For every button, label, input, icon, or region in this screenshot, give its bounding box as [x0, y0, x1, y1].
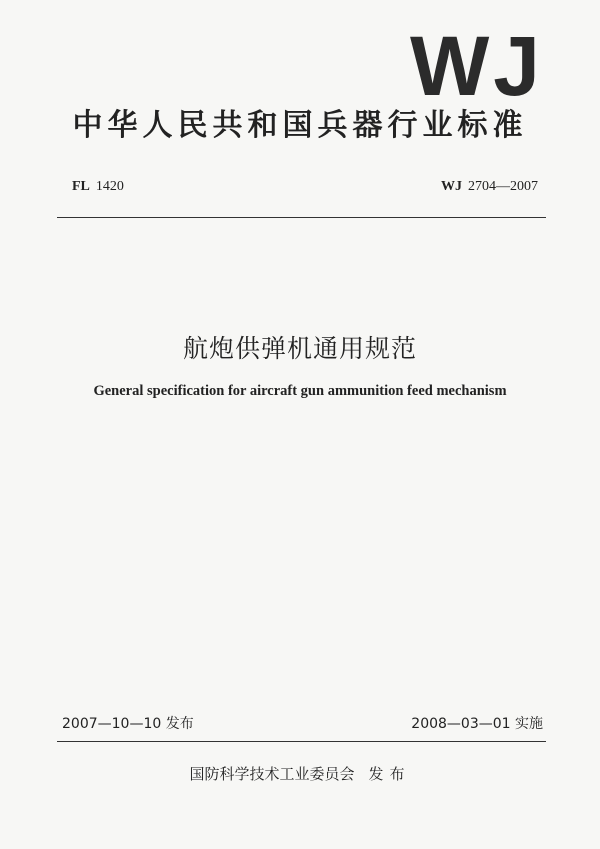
bottom-divider	[57, 741, 546, 742]
title-chinese: 航炮供弹机通用规范	[182, 334, 417, 363]
title-english: General specification for aircraft gun ammunition feed mechanism	[93, 383, 507, 399]
issuing-body	[0, 763, 600, 784]
classification-code	[72, 179, 124, 195]
classification-label: FL	[72, 179, 90, 194]
standard-authority-heading: 中华人民共和国兵器行业标准	[72, 108, 528, 143]
issuer-action: 发布	[368, 765, 411, 783]
implementation-date: 2008—03—01 实施	[411, 716, 543, 732]
standard-logo: WJ	[410, 19, 544, 113]
standard-number	[441, 179, 538, 195]
standard-prefix: WJ	[441, 179, 462, 194]
standard-number-value: 2704—2007	[468, 179, 538, 194]
top-divider	[57, 217, 546, 218]
classification-number: 1420	[95, 179, 124, 194]
issuer-name: 国防科学技术工业委员会	[189, 765, 355, 783]
issue-date: 2007—10—10 发布	[62, 716, 194, 732]
